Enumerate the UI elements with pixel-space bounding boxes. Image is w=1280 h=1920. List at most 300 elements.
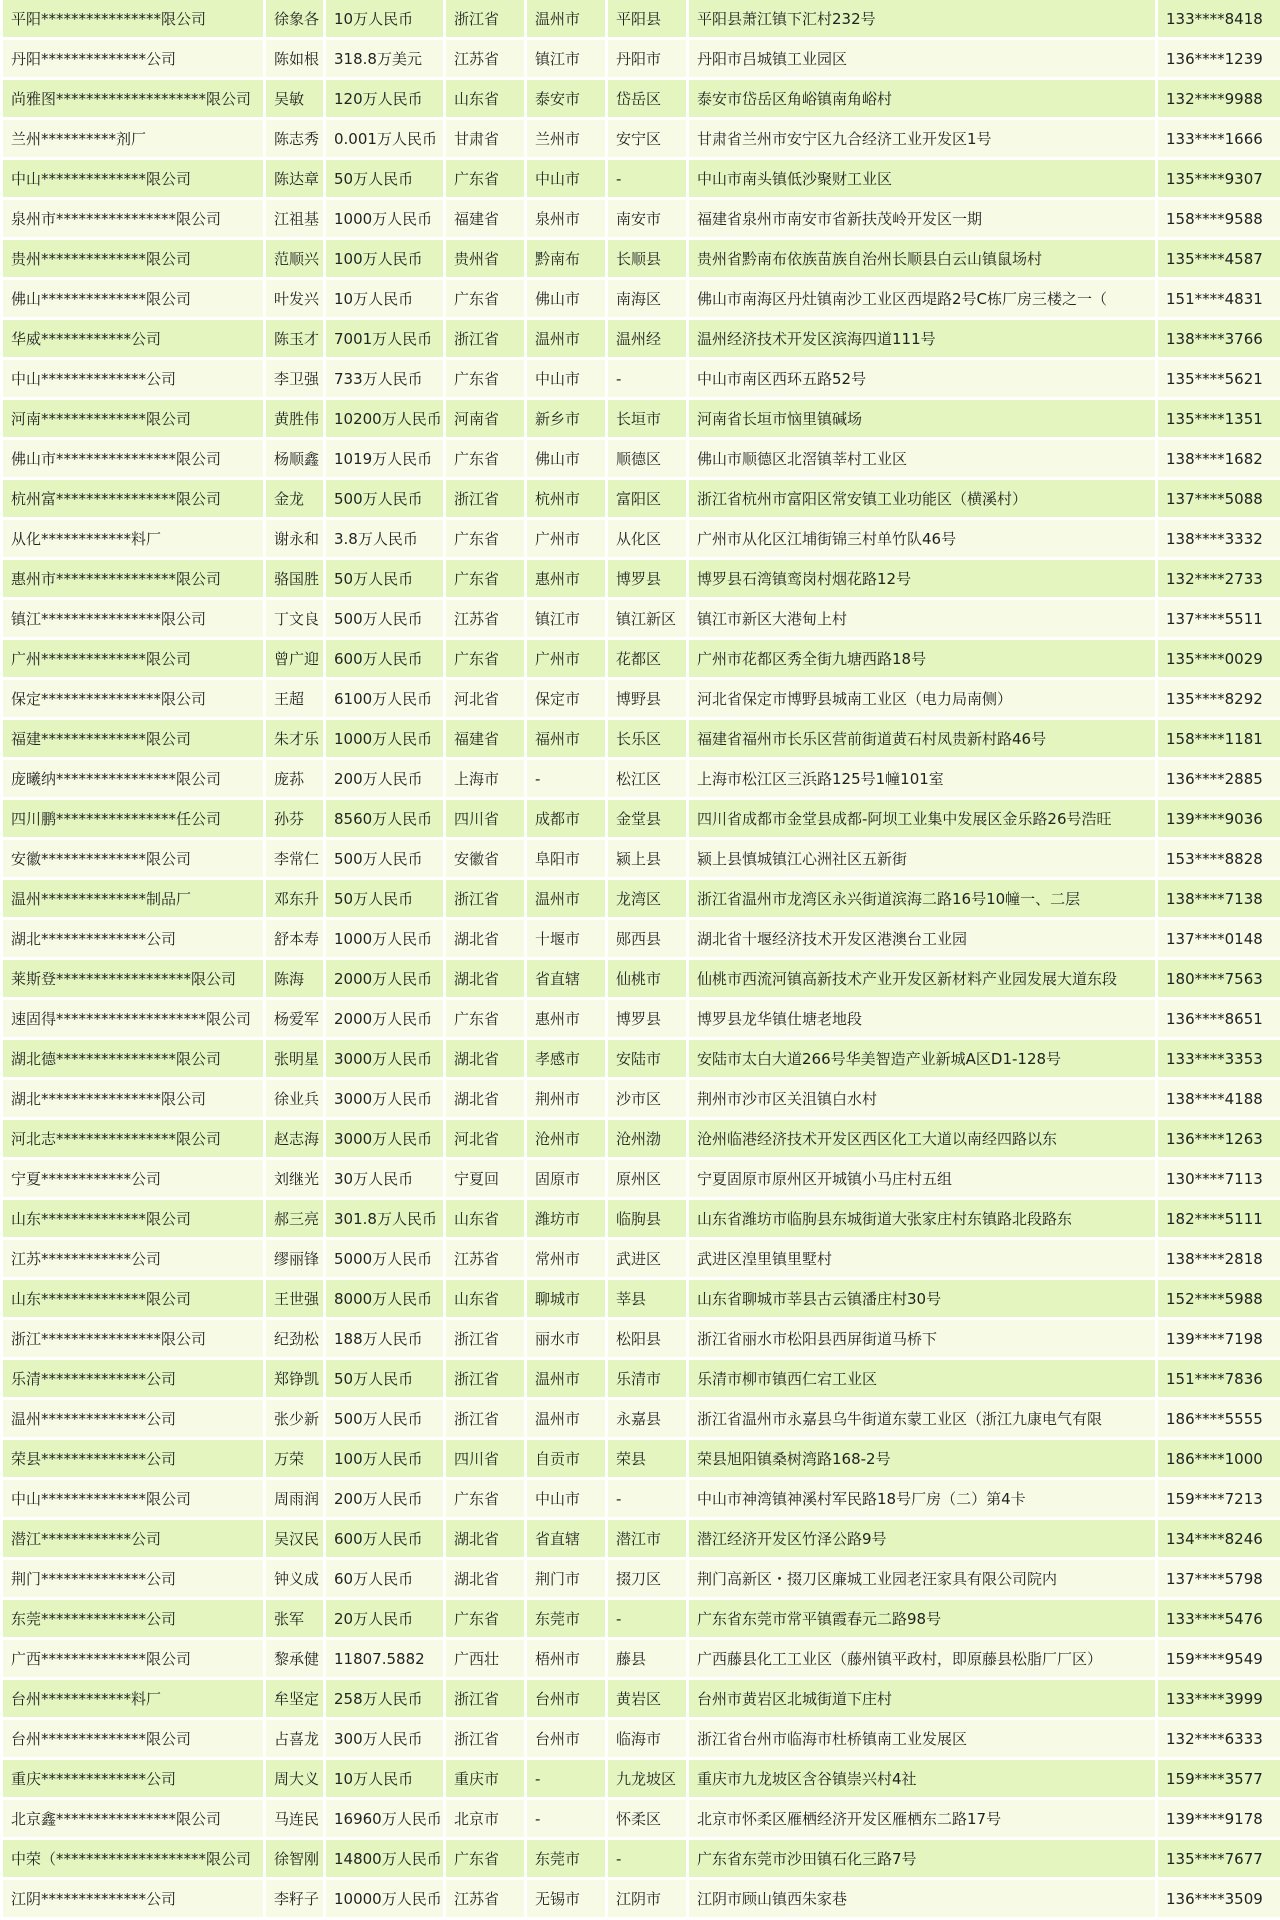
city-cell: 温州市 bbox=[527, 1360, 605, 1397]
address-cell: 博罗县石湾镇鸾岗村烟花路12号 bbox=[689, 560, 1155, 597]
capital-cell: 500万人民币 bbox=[326, 840, 443, 877]
city-cell: 温州市 bbox=[527, 320, 605, 357]
legal-rep-cell: 徐象各 bbox=[266, 0, 323, 37]
city-cell: 泰安市 bbox=[527, 80, 605, 117]
capital-cell: 14800万人民币 bbox=[326, 1840, 443, 1877]
company-name-cell: 温州**************公司 bbox=[3, 1400, 263, 1437]
company-name-cell: 丹阳**************公司 bbox=[3, 40, 263, 77]
district-cell: 永嘉县 bbox=[608, 1400, 686, 1437]
table-row bbox=[3, 1720, 1280, 1757]
capital-cell: 500万人民币 bbox=[326, 1400, 443, 1437]
province-cell: 宁夏回 bbox=[446, 1160, 524, 1197]
table-row bbox=[3, 480, 1280, 517]
district-cell: 郧西县 bbox=[608, 920, 686, 957]
district-cell: 武进区 bbox=[608, 1240, 686, 1277]
company-name-cell: 福建**************限公司 bbox=[3, 720, 263, 757]
phone-cell: 138****7138 bbox=[1158, 880, 1280, 917]
address-cell: 山东省潍坊市临朐县东城街道大张家庄村东镇路北段路东 bbox=[689, 1200, 1155, 1237]
capital-cell: 2000万人民币 bbox=[326, 960, 443, 997]
address-cell: 佛山市顺德区北滘镇莘村工业区 bbox=[689, 440, 1155, 477]
table-row bbox=[3, 1160, 1280, 1197]
phone-cell: 151****4831 bbox=[1158, 280, 1280, 317]
address-cell: 颍上县慎城镇江心洲社区五新街 bbox=[689, 840, 1155, 877]
province-cell: 广东省 bbox=[446, 560, 524, 597]
phone-cell: 153****8828 bbox=[1158, 840, 1280, 877]
phone-cell: 138****3766 bbox=[1158, 320, 1280, 357]
capital-cell: 3000万人民币 bbox=[326, 1080, 443, 1117]
legal-rep-cell: 徐智刚 bbox=[266, 1840, 323, 1877]
phone-cell: 136****3509 bbox=[1158, 1880, 1280, 1917]
city-cell: 成都市 bbox=[527, 800, 605, 837]
address-cell: 广州市从化区江埔街锦三村单竹队46号 bbox=[689, 520, 1155, 557]
phone-cell: 134****8246 bbox=[1158, 1520, 1280, 1557]
table-row bbox=[3, 1840, 1280, 1877]
company-name-cell: 山东**************限公司 bbox=[3, 1280, 263, 1317]
province-cell: 山东省 bbox=[446, 80, 524, 117]
company-name-cell: 泉州市****************限公司 bbox=[3, 200, 263, 237]
address-cell: 荆州市沙市区关沮镇白水村 bbox=[689, 1080, 1155, 1117]
legal-rep-cell: 王超 bbox=[266, 680, 323, 717]
city-cell: 温州市 bbox=[527, 0, 605, 37]
company-name-cell: 佛山**************限公司 bbox=[3, 280, 263, 317]
company-name-cell: 镇江****************限公司 bbox=[3, 600, 263, 637]
district-cell: 龙湾区 bbox=[608, 880, 686, 917]
company-name-cell: 中山**************限公司 bbox=[3, 160, 263, 197]
city-cell: 孝感市 bbox=[527, 1040, 605, 1077]
district-cell: 南安市 bbox=[608, 200, 686, 237]
phone-cell: 133****5476 bbox=[1158, 1600, 1280, 1637]
province-cell: 浙江省 bbox=[446, 1400, 524, 1437]
phone-cell: 133****1666 bbox=[1158, 120, 1280, 157]
company-name-cell: 湖北**************公司 bbox=[3, 920, 263, 957]
table-row bbox=[3, 920, 1280, 957]
province-cell: 广东省 bbox=[446, 1000, 524, 1037]
province-cell: 山东省 bbox=[446, 1200, 524, 1237]
table-row bbox=[3, 1360, 1280, 1397]
district-cell: 临海市 bbox=[608, 1720, 686, 1757]
city-cell: 东莞市 bbox=[527, 1840, 605, 1877]
capital-cell: 1019万人民币 bbox=[326, 440, 443, 477]
city-cell: 兰州市 bbox=[527, 120, 605, 157]
table-row bbox=[3, 640, 1280, 677]
district-cell: 藤县 bbox=[608, 1640, 686, 1677]
district-cell: 平阳县 bbox=[608, 0, 686, 37]
phone-cell: 133****3999 bbox=[1158, 1680, 1280, 1717]
district-cell: 长顺县 bbox=[608, 240, 686, 277]
province-cell: 广西壮 bbox=[446, 1640, 524, 1677]
district-cell: 金堂县 bbox=[608, 800, 686, 837]
province-cell: 湖北省 bbox=[446, 1040, 524, 1077]
company-name-cell: 东莞**************公司 bbox=[3, 1600, 263, 1637]
address-cell: 武进区湟里镇里墅村 bbox=[689, 1240, 1155, 1277]
legal-rep-cell: 丁文良 bbox=[266, 600, 323, 637]
capital-cell: 10万人民币 bbox=[326, 1760, 443, 1797]
company-name-cell: 荆门**************公司 bbox=[3, 1560, 263, 1597]
district-cell: 九龙坡区 bbox=[608, 1760, 686, 1797]
legal-rep-cell: 骆国胜 bbox=[266, 560, 323, 597]
capital-cell: 301.8万人民币 bbox=[326, 1200, 443, 1237]
table-row bbox=[3, 320, 1280, 357]
capital-cell: 16960万人民币 bbox=[326, 1800, 443, 1837]
address-cell: 福建省福州市长乐区营前街道黄石村凤贵新村路46号 bbox=[689, 720, 1155, 757]
legal-rep-cell: 叶发兴 bbox=[266, 280, 323, 317]
phone-cell: 180****7563 bbox=[1158, 960, 1280, 997]
table-row bbox=[3, 1080, 1280, 1117]
table-row bbox=[3, 1880, 1280, 1917]
province-cell: 广东省 bbox=[446, 360, 524, 397]
city-cell: 荆门市 bbox=[527, 1560, 605, 1597]
phone-cell: 137****5088 bbox=[1158, 480, 1280, 517]
district-cell: 博野县 bbox=[608, 680, 686, 717]
company-name-cell: 湖北德****************限公司 bbox=[3, 1040, 263, 1077]
province-cell: 重庆市 bbox=[446, 1760, 524, 1797]
company-name-cell: 广西**************限公司 bbox=[3, 1640, 263, 1677]
city-cell: 杭州市 bbox=[527, 480, 605, 517]
legal-rep-cell: 庞荪 bbox=[266, 760, 323, 797]
capital-cell: 200万人民币 bbox=[326, 1480, 443, 1517]
phone-cell: 138****2818 bbox=[1158, 1240, 1280, 1277]
table-row bbox=[3, 560, 1280, 597]
district-cell: 黄岩区 bbox=[608, 1680, 686, 1717]
city-cell: 福州市 bbox=[527, 720, 605, 757]
address-cell: 沧州临港经济技术开发区西区化工大道以南经四路以东 bbox=[689, 1120, 1155, 1157]
city-cell: 泉州市 bbox=[527, 200, 605, 237]
phone-cell: 182****5111 bbox=[1158, 1200, 1280, 1237]
province-cell: 北京市 bbox=[446, 1800, 524, 1837]
address-cell: 四川省成都市金堂县成都-阿坝工业集中发展区金乐路26号浩旺 bbox=[689, 800, 1155, 837]
table-row bbox=[3, 1520, 1280, 1557]
legal-rep-cell: 牟坚定 bbox=[266, 1680, 323, 1717]
capital-cell: 200万人民币 bbox=[326, 760, 443, 797]
table-row bbox=[3, 1440, 1280, 1477]
province-cell: 湖北省 bbox=[446, 1080, 524, 1117]
province-cell: 湖北省 bbox=[446, 1560, 524, 1597]
legal-rep-cell: 占喜龙 bbox=[266, 1720, 323, 1757]
address-cell: 丹阳市吕城镇工业园区 bbox=[689, 40, 1155, 77]
table-row bbox=[3, 80, 1280, 117]
table-row bbox=[3, 680, 1280, 717]
province-cell: 浙江省 bbox=[446, 1360, 524, 1397]
city-cell: 新乡市 bbox=[527, 400, 605, 437]
district-cell: 富阳区 bbox=[608, 480, 686, 517]
legal-rep-cell: 吴汉民 bbox=[266, 1520, 323, 1557]
legal-rep-cell: 纪劲松 bbox=[266, 1320, 323, 1357]
table-row bbox=[3, 0, 1280, 37]
district-cell: 安宁区 bbox=[608, 120, 686, 157]
phone-cell: 135****1351 bbox=[1158, 400, 1280, 437]
city-cell: 温州市 bbox=[527, 1400, 605, 1437]
address-cell: 贵州省黔南布依族苗族自治州长顺县白云山镇鼠场村 bbox=[689, 240, 1155, 277]
legal-rep-cell: 马连民 bbox=[266, 1800, 323, 1837]
company-name-cell: 安徽**************限公司 bbox=[3, 840, 263, 877]
capital-cell: 0.001万人民币 bbox=[326, 120, 443, 157]
legal-rep-cell: 黄胜伟 bbox=[266, 400, 323, 437]
province-cell: 河北省 bbox=[446, 680, 524, 717]
address-cell: 潜江经济开发区竹泽公路9号 bbox=[689, 1520, 1155, 1557]
phone-cell: 159****9549 bbox=[1158, 1640, 1280, 1677]
province-cell: 上海市 bbox=[446, 760, 524, 797]
legal-rep-cell: 陈达章 bbox=[266, 160, 323, 197]
capital-cell: 188万人民币 bbox=[326, 1320, 443, 1357]
legal-rep-cell: 陈如根 bbox=[266, 40, 323, 77]
company-name-cell: 平阳****************限公司 bbox=[3, 0, 263, 37]
address-cell: 上海市松江区三浜路125号1幢101室 bbox=[689, 760, 1155, 797]
city-cell: 台州市 bbox=[527, 1720, 605, 1757]
address-cell: 荆门高新区・掇刀区廉城工业园老汪家具有限公司院内 bbox=[689, 1560, 1155, 1597]
capital-cell: 120万人民币 bbox=[326, 80, 443, 117]
phone-cell: 138****1682 bbox=[1158, 440, 1280, 477]
legal-rep-cell: 郝三亮 bbox=[266, 1200, 323, 1237]
company-name-cell: 荣县**************公司 bbox=[3, 1440, 263, 1477]
province-cell: 湖北省 bbox=[446, 1520, 524, 1557]
capital-cell: 30万人民币 bbox=[326, 1160, 443, 1197]
capital-cell: 50万人民币 bbox=[326, 560, 443, 597]
address-cell: 平阳县萧江镇下汇村232号 bbox=[689, 0, 1155, 37]
legal-rep-cell: 黎承健 bbox=[266, 1640, 323, 1677]
city-cell: - bbox=[527, 760, 605, 797]
district-cell: 江阴市 bbox=[608, 1880, 686, 1917]
phone-cell: 133****3353 bbox=[1158, 1040, 1280, 1077]
legal-rep-cell: 李常仁 bbox=[266, 840, 323, 877]
district-cell: 从化区 bbox=[608, 520, 686, 557]
address-cell: 河北省保定市博野县城南工业区（电力局南侧） bbox=[689, 680, 1155, 717]
table-row bbox=[3, 1600, 1280, 1637]
company-name-cell: 中荣（********************限公司 bbox=[3, 1840, 263, 1877]
table-row bbox=[3, 1320, 1280, 1357]
province-cell: 贵州省 bbox=[446, 240, 524, 277]
province-cell: 浙江省 bbox=[446, 1680, 524, 1717]
capital-cell: 20万人民币 bbox=[326, 1600, 443, 1637]
province-cell: 福建省 bbox=[446, 720, 524, 757]
province-cell: 山东省 bbox=[446, 1280, 524, 1317]
district-cell: 潜江市 bbox=[608, 1520, 686, 1557]
address-cell: 广西藤县化工工业区（藤州镇平政村，即原藤县松脂厂厂区） bbox=[689, 1640, 1155, 1677]
district-cell: 松阳县 bbox=[608, 1320, 686, 1357]
city-cell: 广州市 bbox=[527, 520, 605, 557]
company-name-cell: 潜江************公司 bbox=[3, 1520, 263, 1557]
company-name-cell: 宁夏************公司 bbox=[3, 1160, 263, 1197]
district-cell: 掇刀区 bbox=[608, 1560, 686, 1597]
district-cell: 安陆市 bbox=[608, 1040, 686, 1077]
address-cell: 仙桃市西流河镇高新技术产业开发区新材料产业园发展大道东段 bbox=[689, 960, 1155, 997]
company-name-cell: 尚雅图********************限公司 bbox=[3, 80, 263, 117]
company-name-cell: 北京鑫****************限公司 bbox=[3, 1800, 263, 1837]
company-name-cell: 速固得********************限公司 bbox=[3, 1000, 263, 1037]
phone-cell: 137****5511 bbox=[1158, 600, 1280, 637]
province-cell: 浙江省 bbox=[446, 880, 524, 917]
legal-rep-cell: 周大义 bbox=[266, 1760, 323, 1797]
district-cell: - bbox=[608, 160, 686, 197]
capital-cell: 50万人民币 bbox=[326, 160, 443, 197]
address-cell: 广州市花都区秀全街九塘西路18号 bbox=[689, 640, 1155, 677]
capital-cell: 10000万人民币 bbox=[326, 1880, 443, 1917]
table-row bbox=[3, 880, 1280, 917]
capital-cell: 1000万人民币 bbox=[326, 200, 443, 237]
capital-cell: 10200万人民币 bbox=[326, 400, 443, 437]
phone-cell: 186****1000 bbox=[1158, 1440, 1280, 1477]
phone-cell: 133****8418 bbox=[1158, 0, 1280, 37]
city-cell: 常州市 bbox=[527, 1240, 605, 1277]
company-name-cell: 中山**************公司 bbox=[3, 360, 263, 397]
legal-rep-cell: 周雨润 bbox=[266, 1480, 323, 1517]
capital-cell: 2000万人民币 bbox=[326, 1000, 443, 1037]
table-row bbox=[3, 840, 1280, 877]
phone-cell: 136****2885 bbox=[1158, 760, 1280, 797]
phone-cell: 136****1239 bbox=[1158, 40, 1280, 77]
company-name-cell: 台州************料厂 bbox=[3, 1680, 263, 1717]
district-cell: 丹阳市 bbox=[608, 40, 686, 77]
address-cell: 安陆市太白大道266号华美智造产业新城A区D1-128号 bbox=[689, 1040, 1155, 1077]
company-name-cell: 保定****************限公司 bbox=[3, 680, 263, 717]
table-row bbox=[3, 760, 1280, 797]
table-row bbox=[3, 1240, 1280, 1277]
phone-cell: 135****4587 bbox=[1158, 240, 1280, 277]
table-row bbox=[3, 400, 1280, 437]
legal-rep-cell: 郑铮凯 bbox=[266, 1360, 323, 1397]
table-row bbox=[3, 1800, 1280, 1837]
province-cell: 广东省 bbox=[446, 280, 524, 317]
phone-cell: 135****0029 bbox=[1158, 640, 1280, 677]
capital-cell: 3000万人民币 bbox=[326, 1120, 443, 1157]
capital-cell: 500万人民币 bbox=[326, 480, 443, 517]
phone-cell: 135****7677 bbox=[1158, 1840, 1280, 1877]
phone-cell: 186****5555 bbox=[1158, 1400, 1280, 1437]
table-row bbox=[3, 960, 1280, 997]
city-cell: 台州市 bbox=[527, 1680, 605, 1717]
legal-rep-cell: 刘继光 bbox=[266, 1160, 323, 1197]
table-row bbox=[3, 1000, 1280, 1037]
table-row bbox=[3, 520, 1280, 557]
address-cell: 博罗县龙华镇仕塘老地段 bbox=[689, 1000, 1155, 1037]
phone-cell: 158****9588 bbox=[1158, 200, 1280, 237]
phone-cell: 135****9307 bbox=[1158, 160, 1280, 197]
address-cell: 河南省长垣市恼里镇碱场 bbox=[689, 400, 1155, 437]
capital-cell: 5000万人民币 bbox=[326, 1240, 443, 1277]
phone-cell: 132****2733 bbox=[1158, 560, 1280, 597]
table-row bbox=[3, 160, 1280, 197]
city-cell: 佛山市 bbox=[527, 280, 605, 317]
legal-rep-cell: 陈玉才 bbox=[266, 320, 323, 357]
province-cell: 广东省 bbox=[446, 520, 524, 557]
capital-cell: 500万人民币 bbox=[326, 600, 443, 637]
legal-rep-cell: 杨爱军 bbox=[266, 1000, 323, 1037]
phone-cell: 137****0148 bbox=[1158, 920, 1280, 957]
phone-cell: 152****5988 bbox=[1158, 1280, 1280, 1317]
address-cell: 重庆市九龙坡区含谷镇崇兴村4社 bbox=[689, 1760, 1155, 1797]
province-cell: 浙江省 bbox=[446, 320, 524, 357]
province-cell: 甘肃省 bbox=[446, 120, 524, 157]
city-cell: 温州市 bbox=[527, 880, 605, 917]
city-cell: 固原市 bbox=[527, 1160, 605, 1197]
capital-cell: 50万人民币 bbox=[326, 1360, 443, 1397]
capital-cell: 3000万人民币 bbox=[326, 1040, 443, 1077]
legal-rep-cell: 陈海 bbox=[266, 960, 323, 997]
legal-rep-cell: 张军 bbox=[266, 1600, 323, 1637]
company-name-cell: 兰州**********剂厂 bbox=[3, 120, 263, 157]
city-cell: - bbox=[527, 1760, 605, 1797]
capital-cell: 50万人民币 bbox=[326, 880, 443, 917]
legal-rep-cell: 舒本寿 bbox=[266, 920, 323, 957]
address-cell: 北京市怀柔区雁栖经济开发区雁栖东二路17号 bbox=[689, 1800, 1155, 1837]
legal-rep-cell: 陈志秀 bbox=[266, 120, 323, 157]
district-cell: 颍上县 bbox=[608, 840, 686, 877]
phone-cell: 158****1181 bbox=[1158, 720, 1280, 757]
district-cell: 沧州渤 bbox=[608, 1120, 686, 1157]
district-cell: 镇江新区 bbox=[608, 600, 686, 637]
province-cell: 广东省 bbox=[446, 1600, 524, 1637]
province-cell: 江苏省 bbox=[446, 1240, 524, 1277]
table-row bbox=[3, 1200, 1280, 1237]
district-cell: 长乐区 bbox=[608, 720, 686, 757]
province-cell: 广东省 bbox=[446, 1480, 524, 1517]
phone-cell: 159****3577 bbox=[1158, 1760, 1280, 1797]
capital-cell: 8000万人民币 bbox=[326, 1280, 443, 1317]
address-cell: 浙江省台州市临海市杜桥镇南工业发展区 bbox=[689, 1720, 1155, 1757]
province-cell: 湖北省 bbox=[446, 960, 524, 997]
city-cell: 惠州市 bbox=[527, 1000, 605, 1037]
table-row bbox=[3, 120, 1280, 157]
city-cell: - bbox=[527, 1800, 605, 1837]
phone-cell: 137****5798 bbox=[1158, 1560, 1280, 1597]
legal-rep-cell: 李卫强 bbox=[266, 360, 323, 397]
legal-rep-cell: 钟义成 bbox=[266, 1560, 323, 1597]
company-name-cell: 河南**************限公司 bbox=[3, 400, 263, 437]
city-cell: 自贡市 bbox=[527, 1440, 605, 1477]
district-cell: 乐清市 bbox=[608, 1360, 686, 1397]
province-cell: 江苏省 bbox=[446, 1880, 524, 1917]
city-cell: 沧州市 bbox=[527, 1120, 605, 1157]
address-cell: 福建省泉州市南安市省新扶茂岭开发区一期 bbox=[689, 200, 1155, 237]
province-cell: 河南省 bbox=[446, 400, 524, 437]
province-cell: 河北省 bbox=[446, 1120, 524, 1157]
company-name-cell: 温州**************制品厂 bbox=[3, 880, 263, 917]
capital-cell: 300万人民币 bbox=[326, 1720, 443, 1757]
company-name-cell: 台州**************限公司 bbox=[3, 1720, 263, 1757]
address-cell: 浙江省温州市永嘉县乌牛街道东蒙工业区（浙江九康电气有限 bbox=[689, 1400, 1155, 1437]
city-cell: 中山市 bbox=[527, 160, 605, 197]
table-row bbox=[3, 1400, 1280, 1437]
company-name-cell: 重庆**************公司 bbox=[3, 1760, 263, 1797]
district-cell: 顺德区 bbox=[608, 440, 686, 477]
address-cell: 山东省聊城市莘县古云镇潘庄村30号 bbox=[689, 1280, 1155, 1317]
table-row bbox=[3, 720, 1280, 757]
company-name-cell: 浙江****************限公司 bbox=[3, 1320, 263, 1357]
table-row bbox=[3, 1680, 1280, 1717]
phone-cell: 136****8651 bbox=[1158, 1000, 1280, 1037]
legal-rep-cell: 张明星 bbox=[266, 1040, 323, 1077]
company-name-cell: 莱斯登******************限公司 bbox=[3, 960, 263, 997]
capital-cell: 10万人民币 bbox=[326, 280, 443, 317]
city-cell: 聊城市 bbox=[527, 1280, 605, 1317]
legal-rep-cell: 曾广迎 bbox=[266, 640, 323, 677]
district-cell: 花都区 bbox=[608, 640, 686, 677]
table-row bbox=[3, 1560, 1280, 1597]
capital-cell: 600万人民币 bbox=[326, 1520, 443, 1557]
district-cell: 长垣市 bbox=[608, 400, 686, 437]
legal-rep-cell: 江祖基 bbox=[266, 200, 323, 237]
table-row bbox=[3, 1640, 1280, 1677]
district-cell: 原州区 bbox=[608, 1160, 686, 1197]
legal-rep-cell: 张少新 bbox=[266, 1400, 323, 1437]
province-cell: 浙江省 bbox=[446, 480, 524, 517]
address-cell: 乐清市柳市镇西仁宕工业区 bbox=[689, 1360, 1155, 1397]
district-cell: 南海区 bbox=[608, 280, 686, 317]
address-cell: 湖北省十堰经济技术开发区港澳台工业园 bbox=[689, 920, 1155, 957]
phone-cell: 132****6333 bbox=[1158, 1720, 1280, 1757]
city-cell: 中山市 bbox=[527, 360, 605, 397]
address-cell: 浙江省温州市龙湾区永兴街道滨海二路16号10幢一、二层 bbox=[689, 880, 1155, 917]
province-cell: 广东省 bbox=[446, 440, 524, 477]
